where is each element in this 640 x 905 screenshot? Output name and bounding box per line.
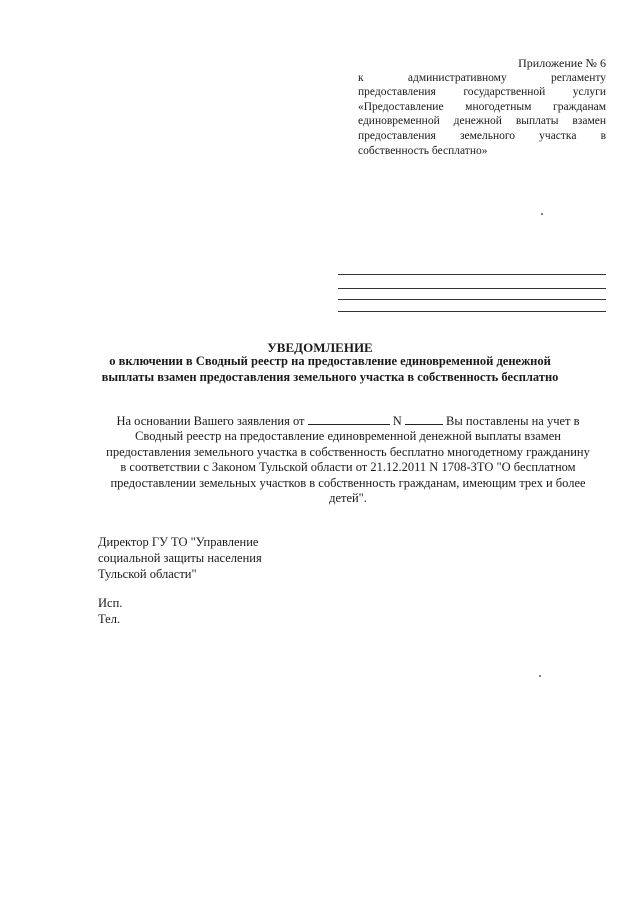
phone-label: Тел. bbox=[98, 612, 121, 626]
appendix-line: «Предоставление многодетным гражданам bbox=[358, 100, 606, 113]
notice-body bbox=[96, 414, 600, 506]
signature-block bbox=[98, 534, 358, 582]
appendix-line: единовременной денежной выплаты взамен bbox=[358, 115, 606, 128]
body-line: детей". bbox=[329, 491, 367, 506]
address-line bbox=[338, 299, 606, 300]
scan-speck bbox=[539, 675, 541, 677]
appendix-line: собственность бесплатно» bbox=[358, 144, 488, 157]
executor-block bbox=[98, 595, 298, 627]
subtitle-line: выплаты взамен предоставления земельного участка в собственность бесплатно bbox=[101, 369, 559, 384]
body-line: в соответствии с Законом Тульской области от 21.12.2011 N 1708-ЗТО "О бесплатном bbox=[120, 460, 576, 475]
body-line: предоставлении земельных участков в собственность гражданам, имеющим трех и более bbox=[110, 475, 586, 490]
appendix-block bbox=[358, 56, 606, 158]
body-text: N bbox=[392, 414, 402, 428]
body-text: На основании Вашего заявления от bbox=[116, 414, 305, 428]
address-line bbox=[338, 311, 606, 312]
document-title: УВЕДОМЛЕНИЕ bbox=[267, 340, 373, 355]
subtitle-line: о включении в Сводный реестр на предоставление единовременной денежной bbox=[109, 354, 551, 368]
body-line: Сводный реестр на предоставление единовременной денежной выплаты взамен bbox=[135, 429, 561, 444]
document-subtitle bbox=[70, 354, 590, 385]
number-blank bbox=[405, 414, 443, 425]
signature-line: Директор ГУ ТО "Управление bbox=[98, 535, 259, 549]
address-line bbox=[338, 274, 606, 275]
address-line bbox=[338, 288, 606, 289]
executor-label: Исп. bbox=[98, 596, 123, 610]
appendix-line: предоставления государственной услуги bbox=[358, 86, 606, 99]
body-line bbox=[96, 414, 600, 429]
body-text: Вы поставлены на учет в bbox=[446, 414, 580, 428]
date-blank bbox=[308, 414, 390, 425]
signature-line: социальной защиты населения bbox=[98, 551, 262, 565]
scan-speck bbox=[541, 213, 543, 215]
appendix-number: Приложение № 6 bbox=[518, 56, 606, 70]
body-line: предоставления земельного участка в собственность бесплатно многодетному гражданину bbox=[106, 444, 590, 459]
signature-line: Тульской области" bbox=[98, 567, 197, 581]
appendix-line: к административному регламенту bbox=[358, 71, 606, 84]
appendix-line: предоставления земельного участка в bbox=[358, 129, 606, 142]
